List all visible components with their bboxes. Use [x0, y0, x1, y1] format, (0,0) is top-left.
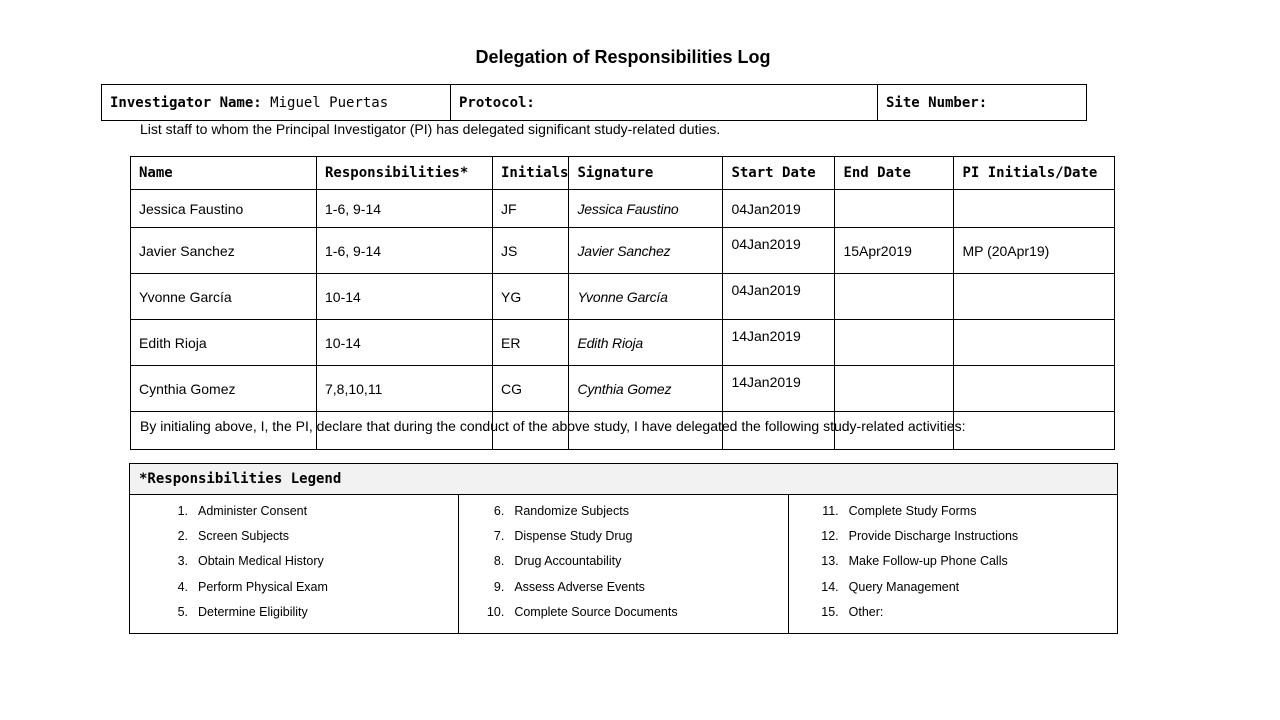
- staff-name: Edith Rioja: [131, 320, 317, 366]
- staff-start-date: 14Jan2019: [723, 320, 835, 366]
- protocol-cell: [451, 85, 878, 121]
- staff-name: Jessica Faustino: [131, 190, 317, 228]
- staff-end-date: [835, 366, 954, 412]
- staff-responsibilities: 1-6, 9-14: [317, 228, 493, 274]
- staff-initials: JF: [493, 190, 569, 228]
- study-info-table: [101, 84, 1087, 121]
- legend-item-text: Obtain Medical History: [198, 554, 324, 569]
- legend-item: [130, 526, 458, 551]
- staff-end-date: [835, 274, 954, 320]
- staff-initials: JS: [493, 228, 569, 274]
- staff-initials: YG: [493, 274, 569, 320]
- legend-item-number: 15.: [821, 604, 839, 619]
- col-header-initials: Initials: [493, 157, 569, 190]
- legend-item: [789, 526, 1117, 551]
- table-row: [131, 190, 1115, 228]
- staff-responsibilities: 10-14: [317, 274, 493, 320]
- legend-item-text: Make Follow-up Phone Calls: [848, 554, 1008, 569]
- instruction-text: List staff to whom the Principal Investigator (PI) has delegated significant study-related duties.: [140, 121, 721, 137]
- investigator-cell: [102, 85, 451, 121]
- declaration-text: By initialing above, I, the PI, declare that during the conduct of the above study, I have delegated the following study-related activities:: [140, 418, 966, 434]
- site-number-label: Site Number:: [886, 94, 988, 111]
- staff-end-date: [835, 320, 954, 366]
- legend-item: [459, 577, 787, 602]
- legend-item-text: Perform Physical Exam: [198, 579, 328, 594]
- legend-item: [130, 501, 458, 526]
- legend-item: [130, 602, 458, 627]
- legend-item: [130, 551, 458, 576]
- staff-initials: ER: [493, 320, 569, 366]
- page-title: Delegation of Responsibilities Log: [475, 47, 771, 67]
- legend-item-number: 12.: [821, 529, 839, 544]
- legend-item-number: 6.: [493, 504, 505, 518]
- legend-column-3: [788, 495, 1117, 634]
- staff-signature: Yvonne García: [569, 274, 723, 320]
- staff-end-date: 15Apr2019: [835, 228, 954, 274]
- staff-signature: Javier Sanchez: [569, 228, 723, 274]
- legend-item: [459, 602, 787, 627]
- staff-responsibilities: 10-14: [317, 320, 493, 366]
- investigator-label: Investigator Name:: [110, 94, 262, 111]
- staff-name: Javier Sanchez: [131, 228, 317, 274]
- staff-table: [130, 156, 1115, 450]
- legend-item-text: Randomize Subjects: [514, 504, 629, 518]
- legend-item: [789, 602, 1117, 627]
- staff-start-date: 04Jan2019: [723, 190, 835, 228]
- table-row: [131, 274, 1115, 320]
- staff-pi-initials-date: [954, 366, 1115, 412]
- legend-item-text: Query Management: [848, 579, 960, 594]
- legend-item-text: Administer Consent: [198, 504, 308, 518]
- legend-item-text: Dispense Study Drug: [514, 529, 633, 544]
- staff-responsibilities: 1-6, 9-14: [317, 190, 493, 228]
- staff-start-date: 04Jan2019: [723, 228, 835, 274]
- col-header-responsibilities: Responsibilities*: [317, 157, 493, 190]
- legend-item-text: Complete Study Forms: [848, 504, 977, 518]
- protocol-label: Protocol:: [459, 94, 535, 111]
- legend-column-1: [130, 495, 459, 634]
- staff-signature: Cynthia Gomez: [569, 366, 723, 412]
- legend-item-number: 10.: [486, 604, 505, 619]
- site-cell: [878, 85, 1087, 121]
- legend-heading: *Responsibilities Legend: [130, 464, 1118, 495]
- legend-item-text: Assess Adverse Events: [514, 579, 645, 594]
- staff-signature: Jessica Faustino: [569, 190, 723, 228]
- col-header-start-date: Start Date: [723, 157, 835, 190]
- legend-item-text: Screen Subjects: [198, 529, 290, 544]
- legend-item-number: 9.: [493, 579, 505, 594]
- legend-item-number: 2.: [177, 529, 188, 544]
- legend-column-2: [459, 495, 788, 634]
- staff-pi-initials-date: [954, 274, 1115, 320]
- empty-cell: [954, 412, 1115, 450]
- staff-responsibilities: 7,8,10,11: [317, 366, 493, 412]
- legend-item-number: 14.: [821, 579, 839, 594]
- staff-name: Cynthia Gomez: [131, 366, 317, 412]
- col-header-signature: Signature: [569, 157, 723, 190]
- legend-item: [789, 577, 1117, 602]
- legend-item-text: Other:: [848, 604, 884, 619]
- legend-item: [459, 501, 787, 526]
- col-header-name: Name: [131, 157, 317, 190]
- legend-item-number: 5.: [177, 604, 188, 619]
- legend-item: [459, 551, 787, 576]
- col-header-end-date: End Date: [835, 157, 954, 190]
- legend-item-number: 4.: [177, 579, 188, 594]
- legend-item-number: 1.: [177, 504, 188, 518]
- staff-table-header: [131, 157, 1115, 190]
- staff-signature: Edith Rioja: [569, 320, 723, 366]
- staff-pi-initials-date: [954, 320, 1115, 366]
- staff-initials: CG: [493, 366, 569, 412]
- legend-item-number: 8.: [493, 554, 505, 569]
- staff-start-date: 14Jan2019: [723, 366, 835, 412]
- staff-name: Yvonne García: [131, 274, 317, 320]
- legend-item: [789, 551, 1117, 576]
- responsibilities-legend: [129, 463, 1118, 634]
- table-row: [131, 320, 1115, 366]
- legend-item-number: 13.: [821, 554, 839, 569]
- investigator-name: Miguel Puertas: [270, 94, 389, 111]
- table-row: [131, 228, 1115, 274]
- legend-item-number: 7.: [493, 529, 505, 544]
- legend-item-number: 11.: [822, 504, 839, 518]
- table-row: [131, 366, 1115, 412]
- legend-item: [130, 577, 458, 602]
- legend-item-text: Complete Source Documents: [514, 604, 678, 619]
- legend-item: [789, 501, 1117, 526]
- staff-pi-initials-date: [954, 190, 1115, 228]
- legend-item-text: Determine Eligibility: [198, 604, 308, 619]
- legend-item-text: Drug Accountability: [514, 554, 622, 569]
- legend-item: [459, 526, 787, 551]
- legend-item-text: Provide Discharge Instructions: [848, 529, 1019, 544]
- staff-end-date: [835, 190, 954, 228]
- staff-pi-initials-date: MP (20Apr19): [954, 228, 1115, 274]
- col-header-pi-initials-date: PI Initials/Date: [954, 157, 1115, 190]
- legend-item-number: 3.: [177, 554, 188, 569]
- staff-start-date: 04Jan2019: [723, 274, 835, 320]
